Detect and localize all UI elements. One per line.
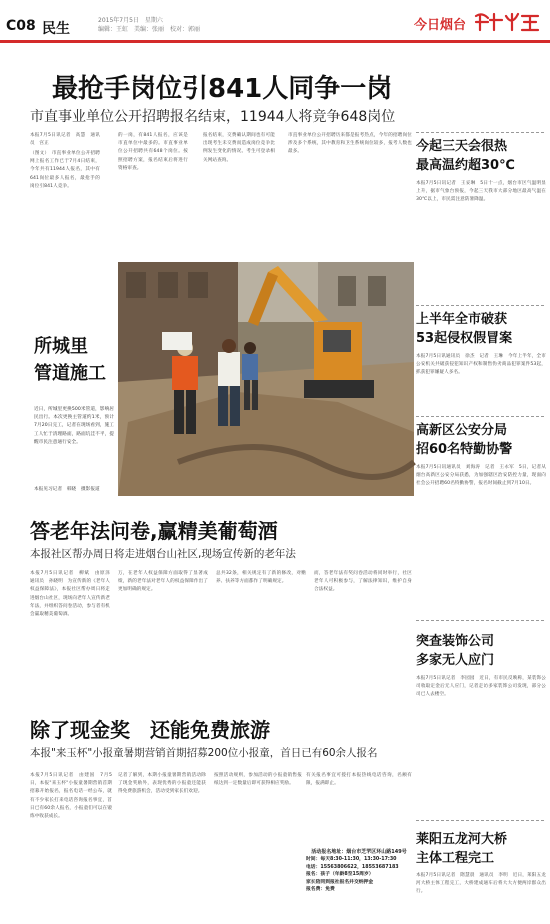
page-header bbox=[0, 0, 550, 43]
signup-box-line: 报名费：免费 bbox=[306, 887, 335, 893]
signup-box-line: 电话：15563806622，18553687183 bbox=[306, 864, 399, 870]
main-subheadline: 市直事业单位公开招聘报名结束，11944人将竞争648岗位 bbox=[30, 109, 396, 125]
brand-name: 今日烟台 bbox=[413, 18, 466, 33]
signup-box-line: 家长陪同到报社报名并交纳押金 bbox=[306, 879, 374, 885]
side-h3-line2: 招60名特勤协警 bbox=[416, 442, 513, 457]
side-headline-bridge bbox=[416, 830, 546, 868]
story3-headline: 除了现金奖 还能免费旅游 bbox=[30, 718, 270, 742]
side-text-counterfeit: 本报7月5日讯通讯员 徐杰 记者 王琳 今年上半年，全市公安机关共破获侵犯知识产权和制售伪劣商品犯罪案件53起，抓获犯罪嫌疑人多名。 bbox=[416, 354, 546, 376]
story2-col1: 本报7月5日讯记者 柳斌 由原泽 通讯员 孙晓明 为宣传新的《老年人权益保障法》，本报社区帮办周日将走进烟台山社区，现场向老年人宣传新老年法，并组织答问卷活动，参与者有机会赢取精美葡萄酒。 bbox=[30, 571, 115, 618]
side-headline-police bbox=[416, 421, 546, 459]
story2-col3: 总共32条，相关规定有了新的修改，对赡养、扶养等方面都作了明确规定。 bbox=[216, 571, 306, 585]
divider bbox=[416, 305, 544, 306]
side-text-police: 本报7月5日讯通讯员 刘海涛 记者 王永军 5日，记者从烟台高新区公安分局获悉，为加强辖区治安防控力量，现面向社会公开招聘60名特勤协警，报名时间截止到7月10日。 bbox=[416, 465, 546, 487]
side-text-decoration: 本报7月5日讯记者 李园园 近日，有市民反映称，某装饰公司收取定金后无人应门，记者走访多家装饰公司发现，部分公司已人去楼空。 bbox=[416, 676, 546, 698]
side-headline-decoration bbox=[416, 632, 546, 670]
side-h3-line1: 高新区公安分局 bbox=[416, 423, 508, 438]
section-number: C08 bbox=[6, 18, 36, 34]
building-title-line1: 所城里 bbox=[34, 336, 88, 357]
story3-col3: 按照活动规则，参加活动的小报童销售报纸达到一定数量后即可获得相应奖励。 bbox=[214, 773, 302, 787]
section-name: 民生 bbox=[42, 21, 70, 37]
building-caption: 近日，所城里更换500米管道，影响居民出行。本次更换主管道约1米，预计7月20日完工，记者在现场看到，施工工人忙于清理路面，路面坑洼不平，提醒市民注意通行安全。 bbox=[34, 407, 114, 445]
side-h4-line2: 多家无人应门 bbox=[416, 653, 495, 668]
newspaper-logo bbox=[472, 10, 544, 32]
story2-col2: 万，在老年人权益保障方面取得了显著成绩，新的老年法对老年人的权益保障作出了更加明确的规定。 bbox=[118, 571, 208, 593]
side-h4-line1: 突查装饰公司 bbox=[416, 634, 495, 649]
side-headline-heat bbox=[416, 137, 546, 175]
story3-col1: 本报7月5日讯记者 由建国 7月5日，本报"来玉杯"小报童暑期营销首期招募开始报名，报名电话一经公布，就有不少家长打来电话咨询报名事宜，首日已有60余人报名，小报童们可以在锻炼中收获成长。 bbox=[30, 773, 112, 820]
side-text-heat: 本报7月5日讯记者 王妥琳 5日十一点，烟台市区气温明显上升，据市气象台预报，今起三天我市大部分地区最高气温在30℃以上，市民需注意防暑降温。 bbox=[416, 181, 546, 203]
main-col4: 市直事业单位公开招聘历来都是报考热点，今年的招聘岗位涉及多个系统，其中教育和卫生系统岗位较多，报考人数也最多。 bbox=[288, 133, 412, 155]
signup-box-line: 时间：每天8:30-11:30，13:30-17:30 bbox=[306, 857, 397, 862]
main-col1: （图文） 市直事业单位公开招聘网上报名工作已于7月4日结束，今年共有11944人报名，其中有641岗位最多人报名，最抢手的岗位引841人竞争。 bbox=[30, 151, 100, 189]
side-h2-line2: 53起侵权假冒案 bbox=[416, 331, 513, 346]
story2-subhead: 本报社区帮办周日将走进烟台山社区,现场宣传新的老年法 bbox=[30, 548, 296, 560]
signup-box-line: 报名：孩子（年龄8至15周岁） bbox=[306, 872, 374, 878]
building-photo-title bbox=[34, 333, 106, 387]
side-h1-line1: 今起三天会很热 bbox=[416, 139, 508, 154]
side-h1-line2: 最高温约超30℃ bbox=[416, 158, 515, 173]
story3-subhead: 本报"来玉杯"小报童暑期营销首期招募200位小报童，首日已有60余人报名 bbox=[30, 747, 378, 759]
divider bbox=[416, 820, 544, 821]
signup-info-box bbox=[306, 848, 412, 918]
editor-line: 编辑：王虹 美编：张丽 校对：郭丽 bbox=[98, 26, 201, 33]
divider bbox=[416, 416, 544, 417]
side-headline-counterfeit bbox=[416, 310, 546, 348]
divider bbox=[416, 620, 544, 621]
side-h2-line1: 上半年全市破获 bbox=[416, 312, 508, 327]
story2-headline: 答老年法问卷,赢精美葡萄酒 bbox=[30, 519, 278, 543]
story3-col2: 记者了解到，本期小报童暑期营销活动除了现金奖励外，表现优秀的小报童还能获得免费旅游机会，活动受到家长们欢迎。 bbox=[118, 773, 206, 795]
signup-box-title: 活动报名地址：烟台市芝罘区环山路149号 bbox=[311, 849, 407, 855]
date-line: 2015年7月5日 星期六 bbox=[98, 17, 163, 24]
main-headline: 最抢手岗位引841人同争一岗 bbox=[52, 74, 393, 104]
main-col3: 报名结束，交费确认期间也有可能出现考生未交费而造成岗位竞争比例发生变化的情况。考生可登录相关网站查询。 bbox=[203, 133, 275, 163]
construction-photo bbox=[118, 262, 414, 496]
side-h5-line1: 莱阳五龙河大桥 bbox=[416, 832, 508, 847]
building-credit: 本报见习记者 韩晓 摄影报道 bbox=[34, 487, 100, 492]
side-text-bridge: 本报7月5日讯记者 隋慧晨 通讯员 李明 近日，莱阳五龙河大桥主体工程完工，大桥建成通车后将大大方便两岸群众出行。 bbox=[416, 873, 546, 895]
main-col2: 的一岗，有841人报名，应该是市直单位中最多的。市直事业单位公开招聘共有648个岗位。按照招聘方案，报名结束后将进行资格审查。 bbox=[118, 133, 188, 171]
side-h5-line2: 主体工程完工 bbox=[416, 851, 495, 866]
story2-col4: 而，答老年法有奖问卷活动将同时举行，社区老年人可积极参与，了解法律知识，维护自身合法权益。 bbox=[314, 571, 412, 593]
main-byline: 本报7月5日讯记者 高慧 通讯员 宫正 bbox=[30, 133, 100, 147]
building-title-line2: 管道施工 bbox=[34, 363, 106, 384]
story3-col4: 有关报名事宜可拨打本报热线电话咨询，名额有限，报满即止。 bbox=[306, 773, 412, 787]
divider bbox=[416, 132, 544, 133]
